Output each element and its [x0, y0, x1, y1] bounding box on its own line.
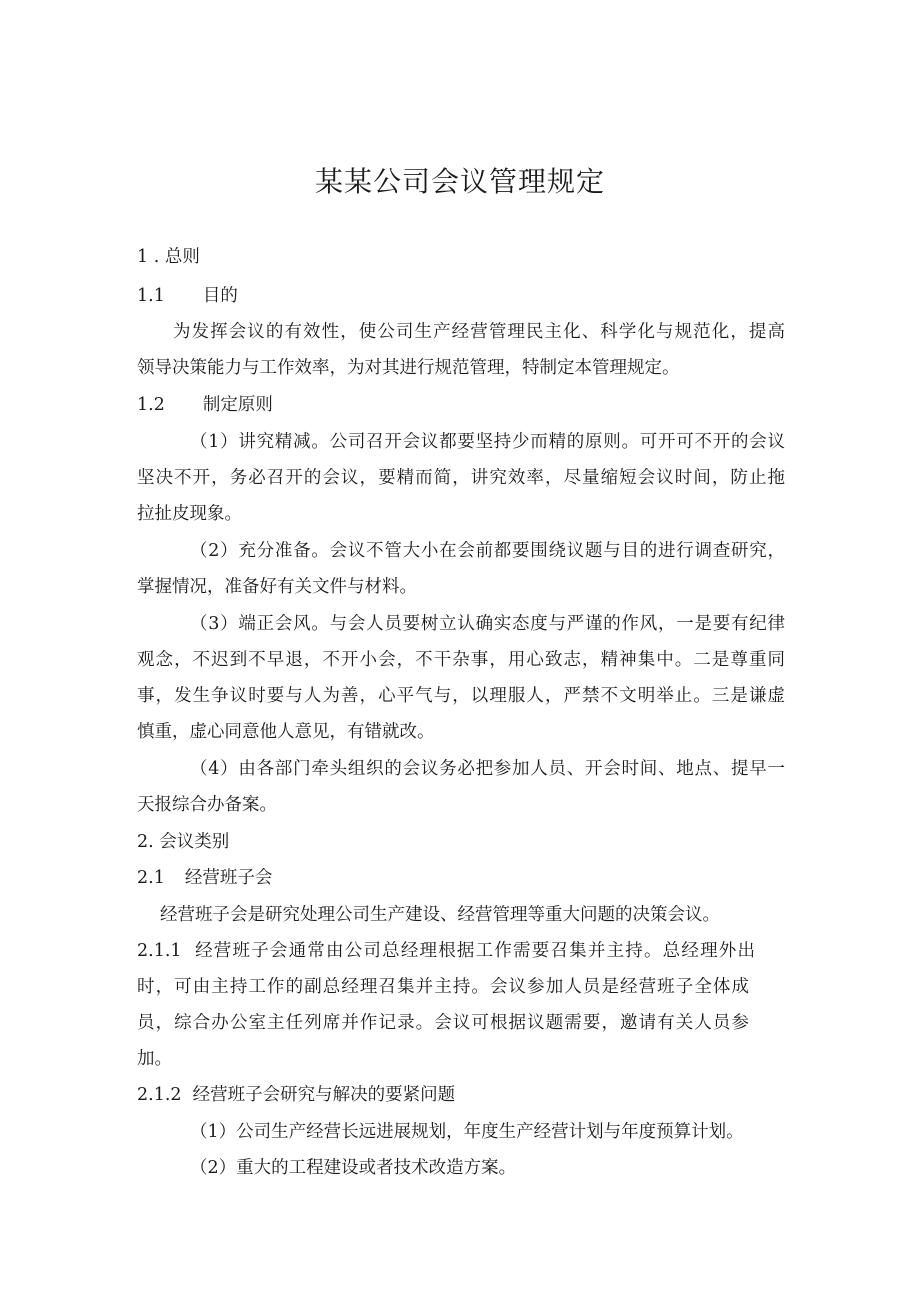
principle-2-line: 掌握情况，准备好有关文件与材料。 [137, 577, 417, 597]
clause-number: 2.1.2 [137, 1085, 182, 1105]
list-item: （1）公司生产经营长远进展规划，年度生产经营计划与年度预算计划。 [190, 1122, 744, 1142]
subsection-title: 经营班子会 [184, 868, 273, 888]
principle-1-line: 坚决不开，务必召开的会议，要精而简，讲究效率，尽量缩短会议时间，防止拖 [137, 468, 785, 488]
clause-text: 经营班子会通常由公司总经理根据工作需要召集并主持。总经理外出 [195, 941, 755, 961]
principle-3-line: （3）端正会风。与会人员要树立认确实态度与严谨的作风，一是要有纪律 [190, 614, 785, 634]
principle-3-line: 观念，不迟到不早退，不开小会，不干杂事，用心致志，精神集中。二是尊重同 [137, 650, 785, 670]
clause-2-1-1-line: 加。 [137, 1049, 172, 1069]
paragraph-line: 领导决策能力与工作效率，为对其进行规范管理，特制定本管理规定。 [137, 358, 680, 378]
clause-2-1-1-line: 时，可由主持工作的副总经理召集并主持。会议参加人员是经营班子全体成 [137, 977, 749, 997]
subsection-title: 目的 [202, 286, 238, 306]
paragraph-line: 经营班子会是研究处理公司生产建设、经营管理等重大问题的决策会议。 [160, 905, 720, 925]
principle-1-line: 拉扯皮现象。 [137, 504, 242, 524]
paragraph-line: 为发挥会议的有效性，使公司生产经营管理民主化、科学化与规范化，提高 [173, 322, 785, 342]
section-heading-2: 2. 会议类别 [137, 832, 230, 852]
subsection-number: 1.2 [137, 395, 165, 415]
subsection-heading-2-1-2 [137, 1083, 455, 1107]
clause-title: 经营班子会研究与解决的要紧问题 [192, 1085, 456, 1105]
list-item: （2）重大的工程建设或者技术改造方案。 [190, 1158, 517, 1178]
principle-4-line: （4）由各部门牵头组织的会议务必把参加人员、开会时间、地点、提早一 [190, 759, 785, 779]
subsection-heading-1-2 [137, 393, 273, 417]
principle-4-line: 天报综合办备案。 [137, 795, 277, 815]
subsection-title: 制定原则 [202, 395, 273, 415]
subsection-number: 1.1 [137, 286, 165, 306]
principle-2-line: （2）充分准备。会议不管大小在会前都要围绕议题与目的进行调查研究， [190, 541, 785, 561]
clause-2-1-1-line: 员，综合办公室主任列席并作记录。会议可根据议题需要，邀请有关人员参 [137, 1013, 749, 1033]
clause-number: 2.1.1 [137, 941, 182, 961]
document-title: 某某公司会议管理规定 [314, 165, 605, 198]
section-heading-1: 1 . 总则 [137, 247, 200, 267]
principle-1-line: （1）讲究精减。公司召开会议都要坚持少而精的原则。可开可不开的会议 [190, 432, 785, 452]
subsection-number: 2.1 [137, 868, 165, 888]
subsection-heading-2-1 [137, 866, 272, 890]
principle-3-line: 慎重，虚心同意他人意见，有错就改。 [137, 722, 435, 742]
principle-3-line: 事，发生争议时要与人为善，心平气与，以理服人，严禁不文明举止。三是谦虚 [137, 686, 785, 706]
subsection-heading-1-1 [137, 284, 238, 308]
clause-2-1-1-line [137, 939, 755, 963]
